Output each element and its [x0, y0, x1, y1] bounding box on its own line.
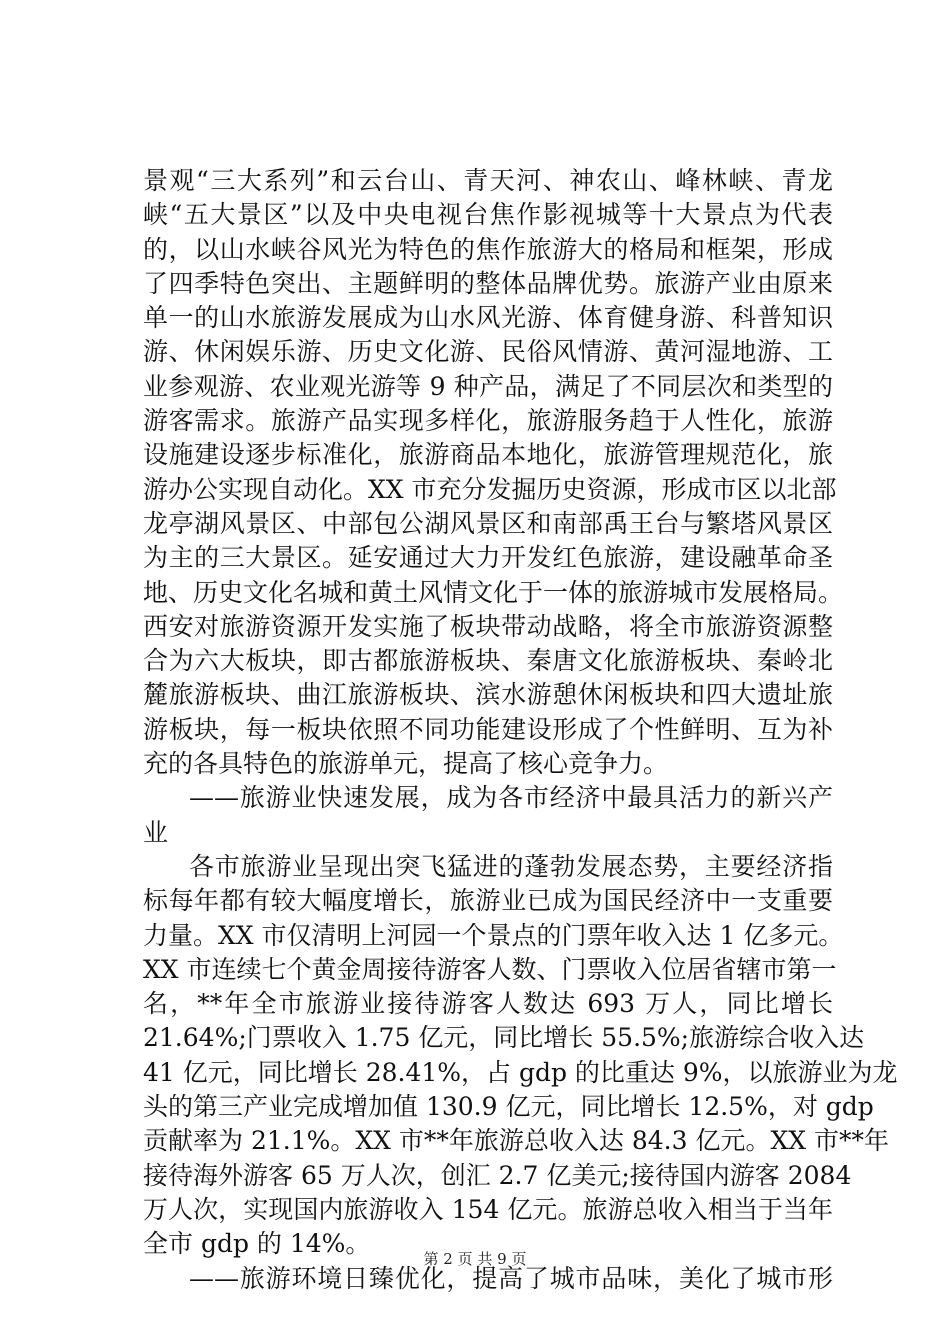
text-line: 全市 gdp 的 14%。	[143, 1229, 371, 1259]
page-number: 第 2 页 共 9 页	[423, 1250, 527, 1268]
text-line: 游办公实现自动化。XX 市充分发掘历史资源，形成市区以北部	[143, 474, 837, 504]
text-line: 充的各具特色的旅游单元，提高了核心竞争力。	[143, 749, 669, 779]
text-line: 各市旅游业呈现出突飞猛进的蓬勃发展态势，主要经济指	[189, 851, 833, 881]
text-line: 的，以山水峡谷风光为特色的焦作旅游大的格局和框架，形成	[143, 234, 833, 264]
section-heading-line: ——旅游环境日臻优化，提高了城市品味，美化了城市形	[189, 1263, 833, 1293]
text-line: 游、休闲娱乐游、历史文化游、民俗风情游、黄河湿地游、工	[143, 337, 833, 367]
text-line: 头的第三产业完成增加值 130.9 亿元，同比增长 12.5%，对 gdp	[143, 1092, 874, 1122]
text-line: XX 市连续七个黄金周接待游客人数、门票收入位居省辖市第一	[143, 954, 837, 984]
text-line: 景观“三大系列”和云台山、青天河、神农山、峰林峡、青龙	[143, 166, 833, 195]
text-line: 麓旅游板块、曲江旅游板块、滨水游憩休闲板块和四大遗址旅	[143, 680, 833, 710]
text-line: 设施建设逐步标准化，旅游商品本地化，旅游管理规范化，旅	[143, 440, 833, 470]
text-line: 峡“五大景区”以及中央电视台焦作影视城等十大景点为代表	[143, 200, 833, 230]
section-heading-line: 业	[143, 817, 169, 847]
text-line: 龙亭湖风景区、中部包公湖风景区和南部禹王台与繁塔风景区	[143, 508, 833, 538]
section-heading-line: ——旅游业快速发展，成为各市经济中最具活力的新兴产	[189, 783, 833, 813]
text-line: 业参观游、农业观光游等 9 种产品，满足了不同层次和类型的	[143, 371, 833, 401]
text-line: 为主的三大景区。延安通过大力开发红色旅游，建设融革命圣	[143, 543, 833, 573]
text-line: 单一的山水旅游发展成为山水风光游、体育健身游、科普知识	[143, 303, 833, 333]
text-line: 21.64%;门票收入 1.75 亿元，同比增长 55.5%;旅游综合收入达	[143, 1023, 865, 1053]
text-line: 力量。XX 市仅清明上河园一个景点的门票年收入达 1 亿多元。	[143, 920, 844, 950]
text-line: 合为六大板块，即古都旅游板块、秦唐文化旅游板块、秦岭北	[143, 646, 833, 676]
text-line: 标每年都有较大幅度增长，旅游业已成为国民经济中一支重要	[143, 886, 833, 916]
text-line: 游板块，每一板块依照不同功能建设形成了个性鲜明、互为补	[143, 714, 833, 744]
text-line: 地、历史文化名城和黄土风情文化于一体的旅游城市发展格局。	[143, 577, 844, 607]
text-line: 游客需求。旅游产品实现多样化，旅游服务趋于人性化，旅游	[143, 406, 833, 436]
text-line: 41 亿元，同比增长 28.41%，占 gdp 的比重达 9%，以旅游业为龙	[143, 1057, 898, 1087]
text-line: 了四季特色突出、主题鲜明的整体品牌优势。旅游产业由原来	[143, 268, 833, 298]
text-line: 西安对旅游资源开发实施了板块带动战略，将全市旅游资源整	[143, 611, 833, 641]
text-line: 万人次，实现国内旅游收入 154 亿元。旅游总收入相当于当年	[143, 1194, 833, 1224]
body-text	[143, 164, 898, 1296]
text-line: 名，**年全市旅游业接待游客人数达 693 万人，同比增长	[143, 989, 833, 1019]
text-line: 贡献率为 21.1%。XX 市**年旅游总收入达 84.3 亿元。XX 市**年	[143, 1126, 890, 1156]
text-line: 接待海外游客 65 万人次，创汇 2.7 亿美元;接待国内游客 2084	[143, 1160, 852, 1190]
